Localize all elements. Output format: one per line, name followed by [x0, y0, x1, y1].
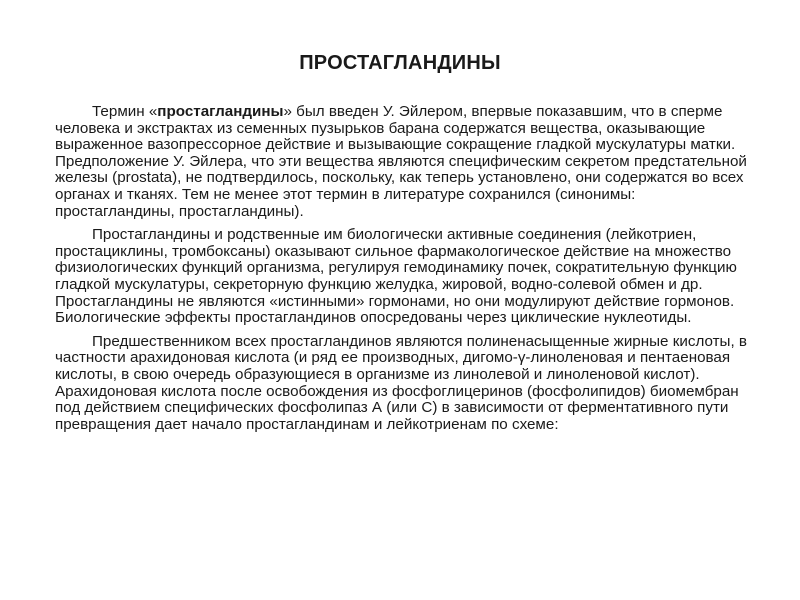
paragraph-1-after: » был введен У. Эйлером, впервые показавшим, что в сперме человека и экстрактах из семенных пузырьков барана содержатся вещества, оказывающие выраженное вазопрессорное действие и вызывающие сокращение гладкой мускулатуры матки. Предположение У. Эйлера, что эти вещества являются специфическим секретом предстательной железы (prostata), не подтвердилось, поскольку, как теперь установлено, они содержатся во всех органах и тканях. Тем не менее этот термин в литературе сохранился (синонимы: простагландины, простагландины).	[55, 103, 747, 220]
paragraph-2: Простагландины и родственные им биологически активные соединения (лейкотриен, простациклины, тромбоксаны) оказывают сильное фармакологическое действие на множество физиологических функций организма, регулируя гемодинамику почек, сократительную функцию гладкой мускулатуры, секреторную функцию желудка, жировой, водно-солевой обмен и др. Простагландины не являются «истинными» гормонами, но они модулируют действие гормонов. Биологические эффекты простагландинов опосредованы через циклические нуклеотиды.	[55, 226, 737, 327]
paragraph-3: Предшественником всех простагландинов являются полиненасыщенные жирные кислоты, в частности арахидоновая кислота (и ряд ее производных, дигомо-γ-линоленовая и пентаеновая кислоты, в свою очередь образующиеся в организме из линолевой и линоленовой кислот). Арахидоновая кислота после освобождения из фосфоглицеринов (фосфолипидов) биомембран под действием специфических фосфолипаз А (или С) в зависимости от ферментативного пути превращения дает начало простагландинам и лейкотриенам по схеме:	[55, 332, 747, 433]
document-body	[55, 104, 755, 440]
paragraph-1	[55, 104, 755, 220]
document-title: ПРОСТАГЛАНДИНЫ	[299, 52, 501, 74]
term-prostaglandins: простагландины	[157, 103, 284, 120]
paragraph-1-before: Термин «	[92, 103, 158, 120]
